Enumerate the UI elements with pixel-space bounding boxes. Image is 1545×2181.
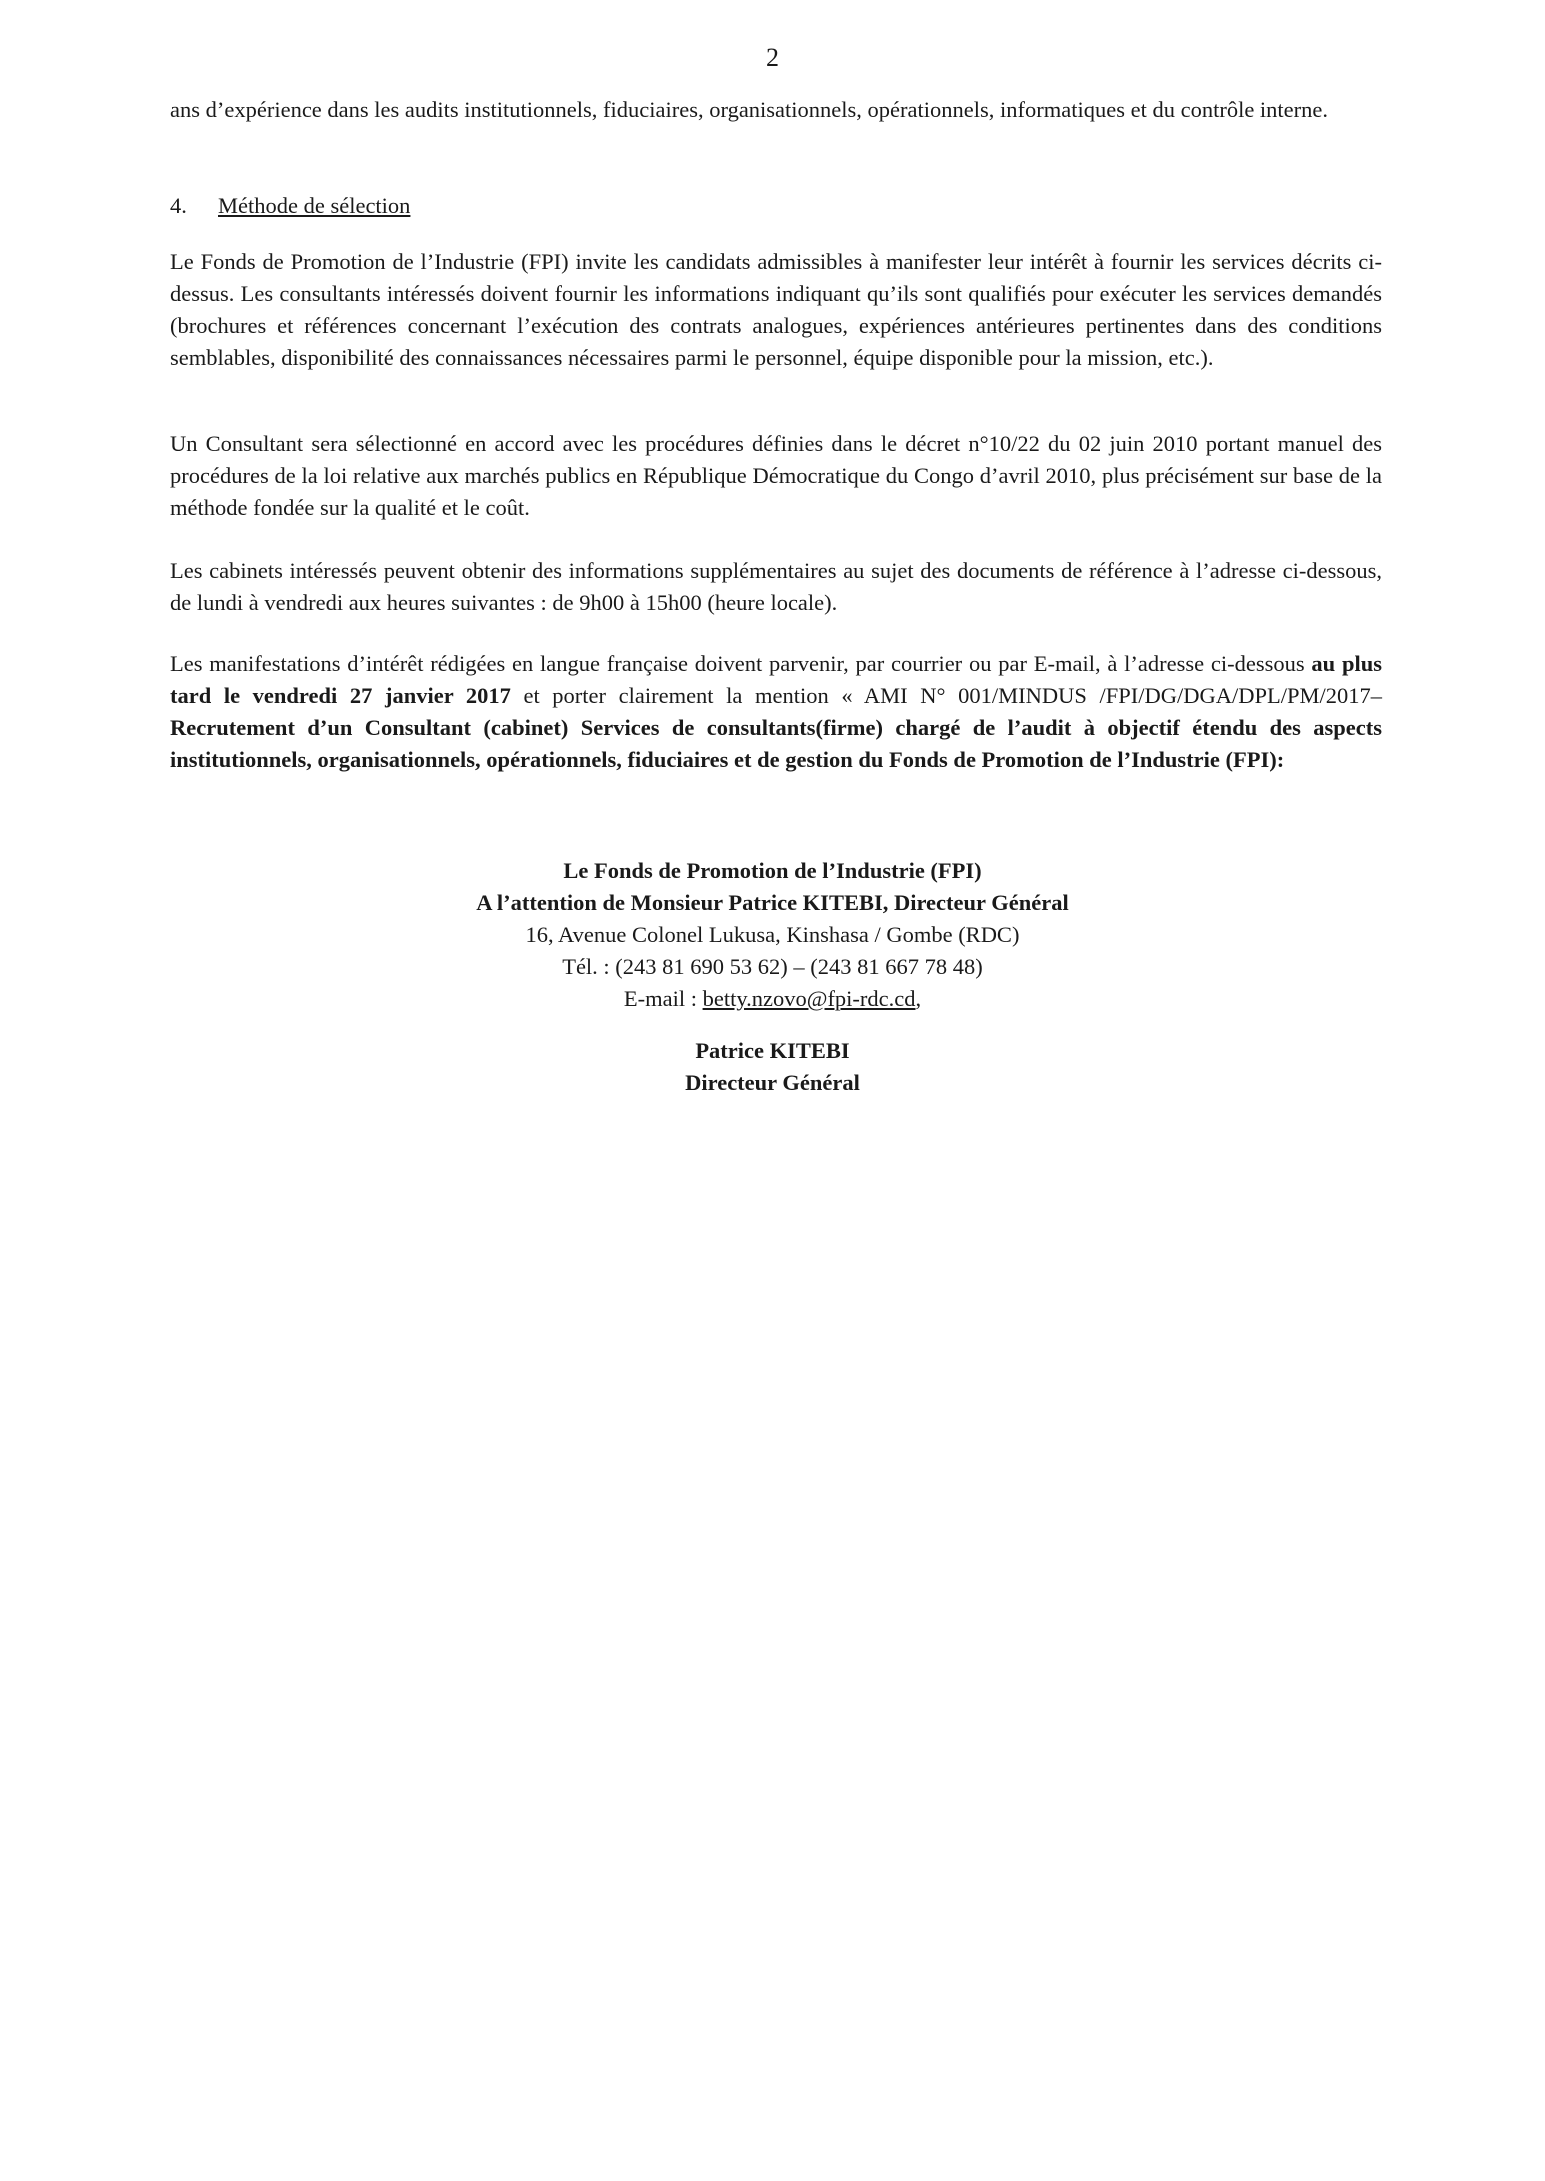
section-number: 4. [170, 193, 187, 218]
deadline: au plus tard le vendredi 27 janvier 2017 [170, 651, 1382, 708]
address-phone: Tél. : (243 81 690 53 62) – (243 81 667 78 48) [562, 954, 983, 979]
address-attention: A l’attention de Monsieur Patrice KITEBI, Directeur Général [476, 890, 1069, 915]
address-org: Le Fonds de Promotion de l’Industrie (FPI) [563, 858, 982, 883]
email-label: E-mail : [623, 986, 703, 1011]
paragraph-submission [170, 648, 1382, 776]
paragraph-information-hours: Les cabinets intéressés peuvent obtenir des informations supplémentaires au sujet des documents de référence à l’adresse ci-dessous, de lundi à vendredi aux heures suivantes : de 9h00 à 15h00 (heure locale). [170, 558, 1382, 615]
submission-reference: et porter clairement la mention « AMI N° 001/MINDUS /FPI/DG/DGA/DPL/PM/2017– [510, 683, 1382, 708]
submission-text: Les manifestations d’intérêt rédigées en langue française doivent parvenir, par courrier ou par E-mail, à l’adresse ci-dessous [170, 651, 1312, 676]
address-block [0, 855, 1545, 1015]
signature-block [0, 1035, 1545, 1099]
section-title: Méthode de sélection [218, 193, 411, 218]
email-suffix: , [915, 986, 922, 1011]
paragraph-invitation: Le Fonds de Promotion de l’Industrie (FPI) invite les candidats admissibles à manifester leur intérêt à fournir les services décrits ci-dessus. Les consultants intéressés doivent fournir les informations indiquant qu’ils sont qualifiés pour exécuter les services demandés (brochures et références concernant l’exécution des contrats analogues, expériences antérieures pertinentes dans des conditions semblables, disponibilité des connaissances nécessaires parmi le personnel, équipe disponible pour la mission, etc.). [170, 249, 1382, 370]
paragraph-experience: ans d’expérience dans les audits institutionnels, fiduciaires, organisationnels, opérationnels, informatiques et du contrôle interne. [170, 97, 1329, 122]
section-heading [170, 190, 410, 222]
page-number: 2 [766, 43, 779, 72]
signatory-name: Patrice KITEBI [695, 1038, 850, 1063]
address-street: 16, Avenue Colonel Lukusa, Kinshasa / Gombe (RDC) [525, 922, 1020, 947]
signatory-title: Directeur Général [685, 1070, 860, 1095]
paragraph-selection-procedure: Un Consultant sera sélectionné en accord avec les procédures définies dans le décret n°10/22 du 02 juin 2010 portant manuel des procédures de la loi relative aux marchés publics en République Démocratique du Congo d’avril 2010, plus précisément sur base de la méthode fondée sur la qualité et le coût. [170, 431, 1382, 520]
email-link[interactable]: betty.nzovo@fpi-rdc.cd [702, 986, 916, 1011]
submission-subject: Recrutement d’un Consultant (cabinet) Services de consultants(firme) chargé de l’audit à objectif étendu des aspects institutionnels, organisationnels, opérationnels, fiduciaires et de gestion du Fonds de Promotion de l’Industrie (FPI): [170, 715, 1382, 772]
